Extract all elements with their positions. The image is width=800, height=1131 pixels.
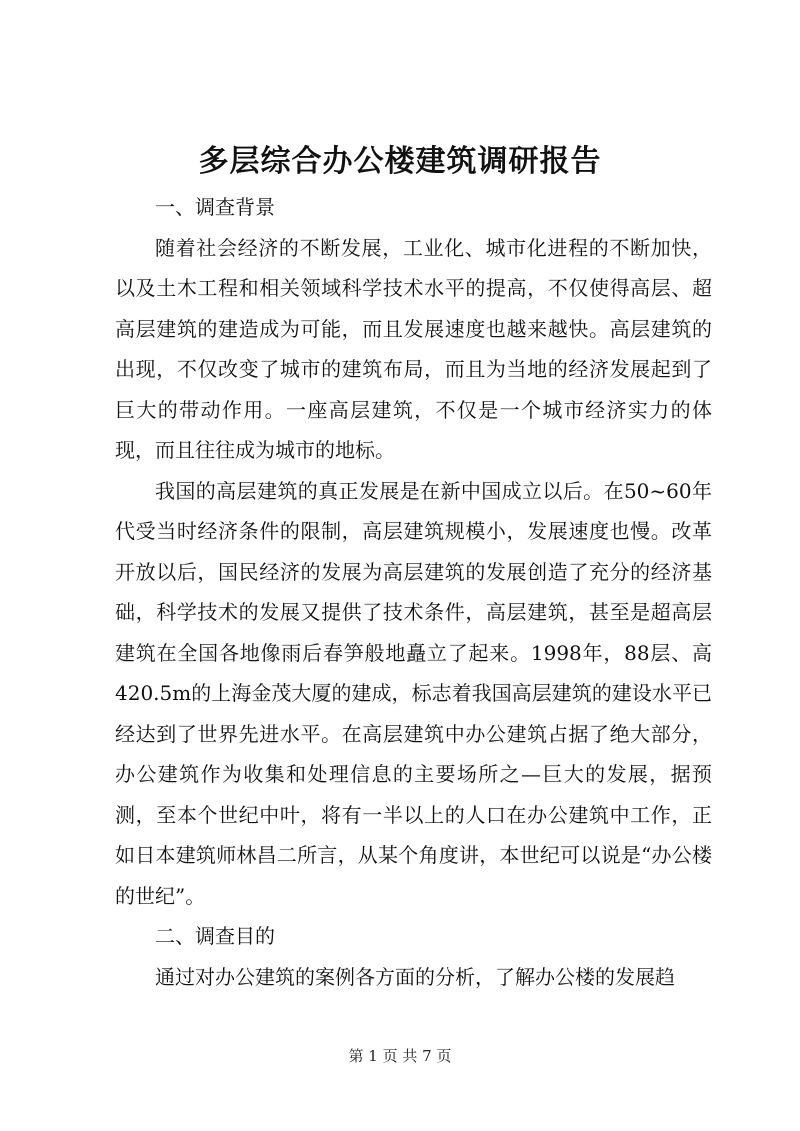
paragraph-background-1: 随着社会经济的不断发展，工业化、城市化进程的不断加快，以及土木工程和相关领域科学技术水平的提高，不仅使得高层、超高层建筑的建造成为可能，而且发展速度也越来越快。高层建筑的出现，不仅改变了城市的建筑布局，而且为当地的经济发展起到了巨大的带动作用。一座高层建筑，不仅是一个城市经济实力的体现，而且往往成为城市的地标。 (115, 235, 712, 462)
document-body (115, 187, 712, 997)
page-number-footer: 第 1 页 共 7 页 (348, 1047, 452, 1065)
section-heading-purpose: 二、调查目的 (155, 924, 275, 948)
paragraph-purpose-1: 通过对办公建筑的案例各方面的分析，了解办公楼的发展趋 (155, 964, 675, 989)
section-heading-background: 一、调查背景 (155, 195, 275, 219)
document-title: 多层综合办公楼建筑调研报告 (198, 144, 602, 179)
paragraph-background-2: 我国的高层建筑的真正发展是在新中国成立以后。在50~60年代受当时经济条件的限制，高层建筑规模小，发展速度也慢。改革开放以后，国民经济的发展为高层建筑的发展创造了充分的经济基础，科学技术的发展又提供了技术条件，高层建筑，甚至是超高层建筑在全国各地像雨后春笋般地矗立了起来。1998年，88层、高420.5m的上海金茂大厦的建成，标志着我国高层建筑的建设水平已经达到了世界先进水平。在高层建筑中办公建筑占据了绝大部分，办公建筑作为收集和处理信息的主要场所之—巨大的发展，据预测，至本个世纪中叶，将有一半以上的人口在办公建筑中工作，正如日本建筑师林昌二所言，从某个角度讲，本世纪可以说是“办公楼的世纪”。 (115, 478, 712, 908)
